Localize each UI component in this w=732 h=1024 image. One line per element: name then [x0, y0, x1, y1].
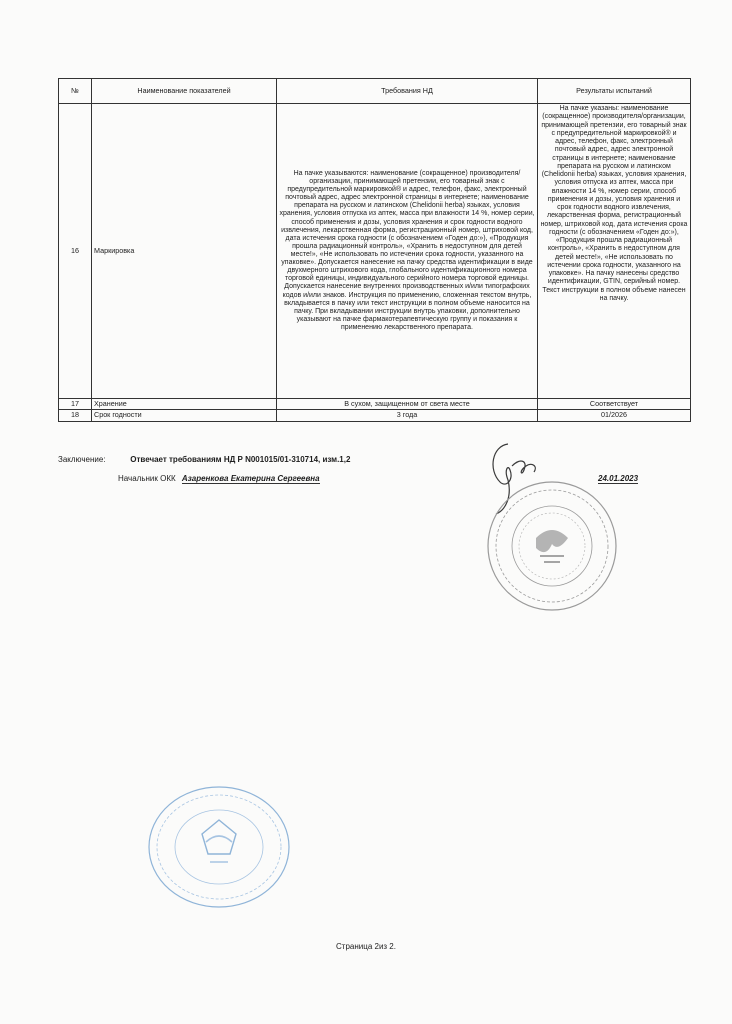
- row-requirement: В сухом, защищенном от света месте: [277, 399, 538, 410]
- conclusion: [58, 455, 350, 464]
- header-requirement: Требования НД: [277, 79, 538, 104]
- signatory-name: Азаренкова Екатерина Сергеевна: [181, 474, 320, 483]
- table-row: [59, 410, 691, 421]
- row-num: 16: [59, 104, 92, 399]
- specification-table: [58, 78, 691, 422]
- conclusion-text: Отвечает требованиям НД Р N001015/01-310714, изм.1,2: [130, 455, 351, 464]
- header-result: Результаты испытаний: [538, 79, 691, 104]
- row-indicator: Маркировка: [92, 104, 277, 399]
- row-requirement: 3 года: [277, 410, 538, 421]
- signatory-position: Начальник ОКК: [118, 474, 176, 483]
- seal-stamp-blue-icon: [144, 782, 294, 912]
- signatory-line: [118, 474, 320, 483]
- table-header-row: [59, 79, 691, 104]
- seal-stamp-gray-icon: [484, 478, 620, 614]
- row-result: На пачке указаны: наименование (сокращенное) производителя/организации, принимающей претензии, его товарный знак с предупредительной маркировкой® и адрес, телефон, факс, электронный почтовый адрес, адрес электронной страницы в интернете; наименование препарата на русском и латинском (Chelidonii herba) языках, условия хранения, условия отпуска из аптек, масса при влажности 14 %, номер серии, способ применения и дозы, условия хранения и срок годности водного извлечения, лекарственная форма, регистрационный номер, штриховой код, дата истечения срока годности (с обозначением «Годен до:»), «Продукция прошла радиационный контроль», «Хранить в недоступном для детей месте!», «Не использовать по истечении срока годности, указанного на упаковке». На пачку нанесены средство идентификации, GTIN, серийный номер. Текст инструкции в полном объеме нанесен на пачку.: [538, 104, 691, 399]
- row-result: Соответствует: [538, 399, 691, 410]
- row-num: 17: [59, 399, 92, 410]
- header-num: №: [59, 79, 92, 104]
- page-number: Страница 2из 2.: [336, 942, 396, 951]
- row-indicator: Срок годности: [92, 410, 277, 421]
- row-num: 18: [59, 410, 92, 421]
- header-indicator: Наименование показателей: [92, 79, 277, 104]
- table-row: [59, 104, 691, 399]
- row-indicator: Хранение: [92, 399, 277, 410]
- table-row: [59, 399, 691, 410]
- row-requirement: На пачке указываются: наименование (сокращенное) производителя/организации, принимающей претензии, его товарный знак с предупредительной маркировкой® и адрес, телефон, факс, электронный почтовый адрес, адрес электронной страницы в интернете; наименование препарата на русском и латинском (Chelidonii herba) языках, условия хранения, условия отпуска из аптек, масса при влажности 14 %, номер серии, способ применения и дозы, условия хранения и срок годности водного извлечения, лекарственная форма, регистрационный номер, штриховой код, дата истечения срока годности (с обозначением «Годен до:»), «Продукция прошла радиационный контроль», «Хранить в недоступном для детей месте!», «Не использовать по истечении срока годности, указанного на упаковке». Допускается нанесение на пачку средства идентификации в виде двухмерного штрихового кода, глобального идентификационного номера торговой единицы, индивидуального серийного номера торговой единицы. Допускается нанесение внутренних производственных и/или типографских кодов и/или знаков. Инструкция по применению, сложенная текстом внутрь, вкладывается в пачку или текст инструкции в полном объеме наносится на пачку. При вкладывании инструкции внутрь упаковки, дополнительно указывают на пачке фармакотерапевтическую группу и показания к применению лекарственного препарата.: [277, 104, 538, 399]
- signature-date: 24.01.2023: [598, 474, 639, 483]
- row-result: 01/2026: [538, 410, 691, 421]
- conclusion-label: Заключение:: [58, 455, 106, 464]
